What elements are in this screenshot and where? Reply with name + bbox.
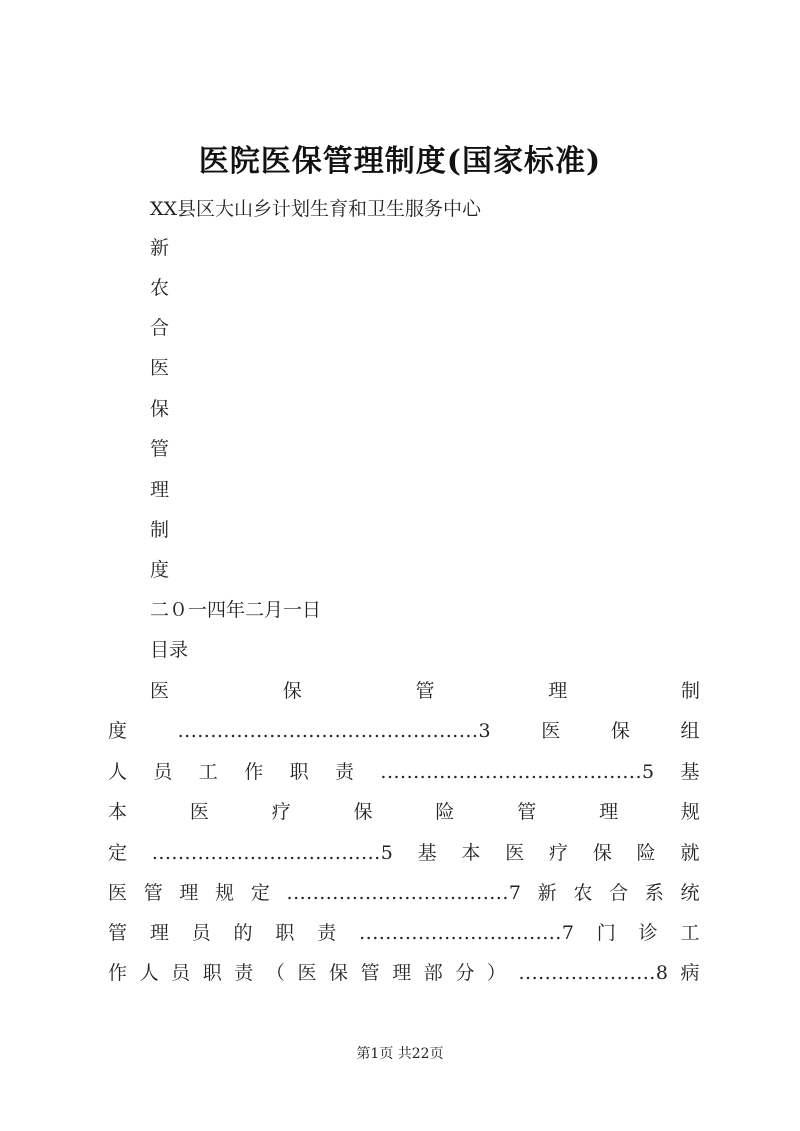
- vertical-title-char: 农: [150, 277, 170, 299]
- page-footer: 第1页 共22页: [356, 1046, 444, 1062]
- toc-spread-line: [108, 799, 700, 825]
- toc-char: 规: [680, 801, 700, 823]
- toc-char: 保: [282, 680, 302, 702]
- toc-spread-line: [150, 678, 700, 704]
- vertical-title-char: 医: [150, 357, 170, 379]
- toc-char: 理: [599, 801, 619, 823]
- toc-line: 人员工作职责........................................5基: [108, 761, 700, 783]
- vertical-title-char: 保: [150, 398, 170, 420]
- toc-char: 管: [517, 801, 537, 823]
- toc-line: 管理员的职责...............................7门诊工: [108, 922, 700, 944]
- toc-line: 医管理规定..................................7新农合系统: [108, 882, 700, 904]
- toc-char: 医: [150, 680, 170, 702]
- toc-char: 疗: [271, 801, 291, 823]
- vertical-title-char: 制: [150, 519, 170, 541]
- vertical-title-char: 度: [150, 559, 170, 581]
- organization-name: XX县区大山乡计划生育和卫生服务中心: [150, 198, 482, 220]
- document-date: 二０一四年二月一日: [150, 599, 322, 621]
- toc-line: 度..............................................3医保组: [108, 720, 700, 742]
- toc-char: 保: [353, 801, 373, 823]
- toc-char: 本: [108, 801, 128, 823]
- toc-char: 管: [415, 680, 435, 702]
- toc-line: 定...................................5基本医疗保险就: [108, 842, 700, 864]
- toc-heading: 目录: [150, 639, 189, 661]
- toc-char: 制: [680, 680, 700, 702]
- toc-char: 理: [548, 680, 568, 702]
- vertical-title-char: 管: [150, 438, 170, 460]
- document-title: 医院医保管理制度(国家标准): [198, 144, 602, 179]
- vertical-title-char: 新: [150, 237, 170, 259]
- toc-char: 医: [189, 801, 209, 823]
- toc-line: 作人员职责（医保管理部分）.....................8病: [108, 962, 700, 984]
- vertical-title-char: 合: [150, 317, 170, 339]
- vertical-title-char: 理: [150, 479, 170, 501]
- toc-char: 险: [435, 801, 455, 823]
